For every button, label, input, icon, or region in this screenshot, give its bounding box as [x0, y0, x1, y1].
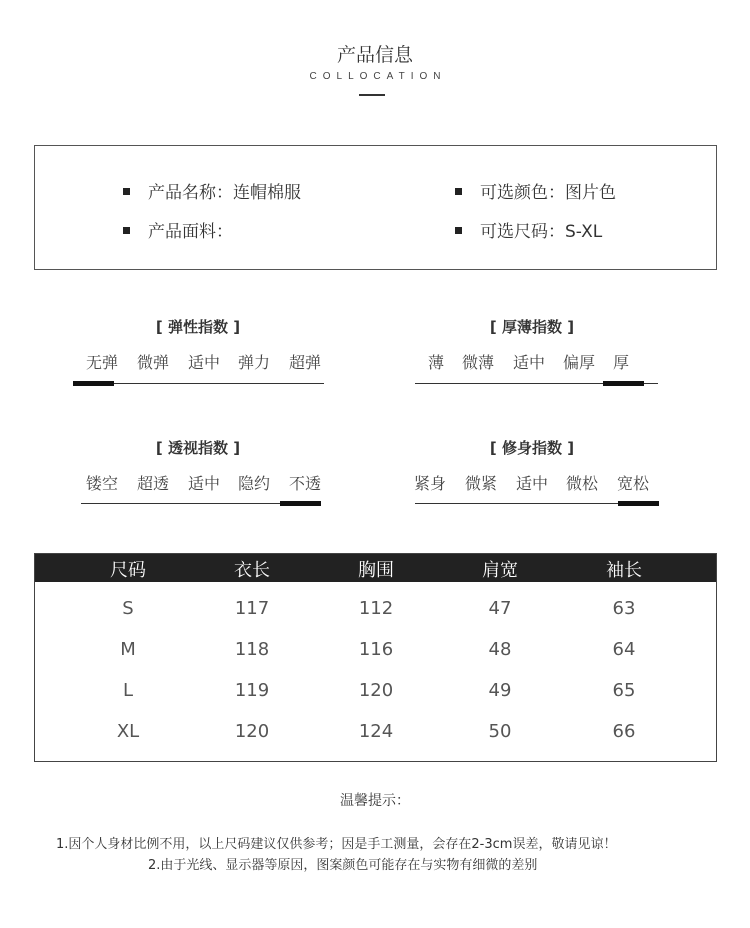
thickness-index-title: [ 厚薄指数 ] — [489, 318, 575, 336]
header-cell-chest: 胸围 — [358, 560, 394, 581]
header-cell-shoulder: 肩宽 — [482, 560, 518, 581]
fit-index-title: [ 修身指数 ] — [489, 439, 575, 457]
fit-option: 微紧 — [464, 474, 498, 493]
table-cell: 112 — [358, 598, 394, 619]
transparency-index — [68, 437, 328, 517]
transparency-selected-marker — [280, 501, 321, 506]
elasticity-option: 超弹 — [288, 353, 322, 372]
section-title: 产品信息 — [336, 44, 413, 66]
transparency-option: 隐约 — [237, 474, 271, 493]
table-cell: 117 — [234, 598, 270, 619]
table-cell: 63 — [612, 598, 636, 619]
fit-option: 适中 — [515, 474, 549, 493]
elasticity-option: 弹力 — [237, 353, 271, 372]
transparency-option: 镂空 — [85, 474, 119, 493]
transparency-option: 超透 — [136, 474, 170, 493]
tips-line-1: 1.因个人身材比例不用，以上尺码建议仅供参考；因是手工测量，会存在2-3cm误差，敬请见谅！ — [56, 837, 617, 852]
info-product-color-text: 可选颜色：图片色 — [480, 183, 616, 203]
table-cell: L — [122, 680, 134, 701]
table-cell: 120 — [358, 680, 394, 701]
table-cell: 49 — [488, 680, 512, 701]
elasticity-index — [68, 316, 328, 396]
table-cell: 66 — [612, 721, 636, 742]
header-cell-length: 衣长 — [234, 560, 270, 581]
table-cell: 120 — [234, 721, 270, 742]
elasticity-selected-marker — [73, 381, 114, 386]
table-cell: 47 — [488, 598, 512, 619]
header-cell-sleeve: 袖长 — [606, 560, 642, 581]
transparency-option: 适中 — [187, 474, 221, 493]
size-table — [34, 553, 717, 762]
table-cell: 124 — [358, 721, 394, 742]
square-bullet-icon — [123, 227, 130, 234]
info-product-size-text: 可选尺码：S-XL — [480, 222, 603, 242]
table-cell: 118 — [234, 639, 270, 660]
fit-option: 紧身 — [413, 474, 447, 493]
fit-index — [402, 437, 662, 517]
table-cell: 116 — [358, 639, 394, 660]
table-cell: 48 — [488, 639, 512, 660]
tips-title: 温馨提示： — [340, 793, 410, 809]
transparency-option: 不透 — [288, 474, 322, 493]
title-divider — [359, 94, 385, 96]
thickness-option: 微薄 — [461, 353, 495, 372]
table-cell: 65 — [612, 680, 636, 701]
product-info-box — [34, 145, 717, 270]
info-product-name-text: 产品名称：连帽棉服 — [148, 183, 301, 203]
info-product-size — [455, 217, 602, 242]
table-cell: 119 — [234, 680, 270, 701]
square-bullet-icon — [455, 188, 462, 195]
elasticity-option: 无弹 — [85, 353, 119, 372]
elasticity-index-title: [ 弹性指数 ] — [155, 318, 241, 336]
info-product-color — [455, 178, 616, 203]
table-cell: 50 — [488, 721, 512, 742]
info-product-name — [123, 178, 301, 203]
table-cell: 64 — [612, 639, 636, 660]
thickness-option: 厚 — [612, 353, 630, 372]
table-cell: S — [122, 598, 134, 619]
section-subtitle: COLLOCATION — [309, 71, 447, 82]
square-bullet-icon — [455, 227, 462, 234]
transparency-index-title: [ 透视指数 ] — [155, 439, 241, 457]
thickness-option: 薄 — [427, 353, 445, 372]
thickness-option: 偏厚 — [562, 353, 596, 372]
tips-line-2: 2.由于光线、显示器等原因，图案颜色可能存在与实物有细微的差别 — [148, 858, 538, 873]
info-product-fabric-text: 产品面料： — [148, 222, 233, 242]
thickness-option: 适中 — [512, 353, 546, 372]
table-cell: XL — [116, 721, 140, 742]
fit-selected-marker — [618, 501, 659, 506]
size-table-header — [35, 554, 716, 582]
fit-option: 宽松 — [616, 474, 650, 493]
thickness-selected-marker — [603, 381, 644, 386]
square-bullet-icon — [123, 188, 130, 195]
elasticity-option: 适中 — [187, 353, 221, 372]
header-cell-size: 尺码 — [110, 560, 146, 581]
info-product-fabric — [123, 217, 233, 242]
fit-option: 微松 — [565, 474, 599, 493]
table-cell: M — [120, 639, 136, 660]
thickness-index — [402, 316, 662, 396]
elasticity-option: 微弹 — [136, 353, 170, 372]
